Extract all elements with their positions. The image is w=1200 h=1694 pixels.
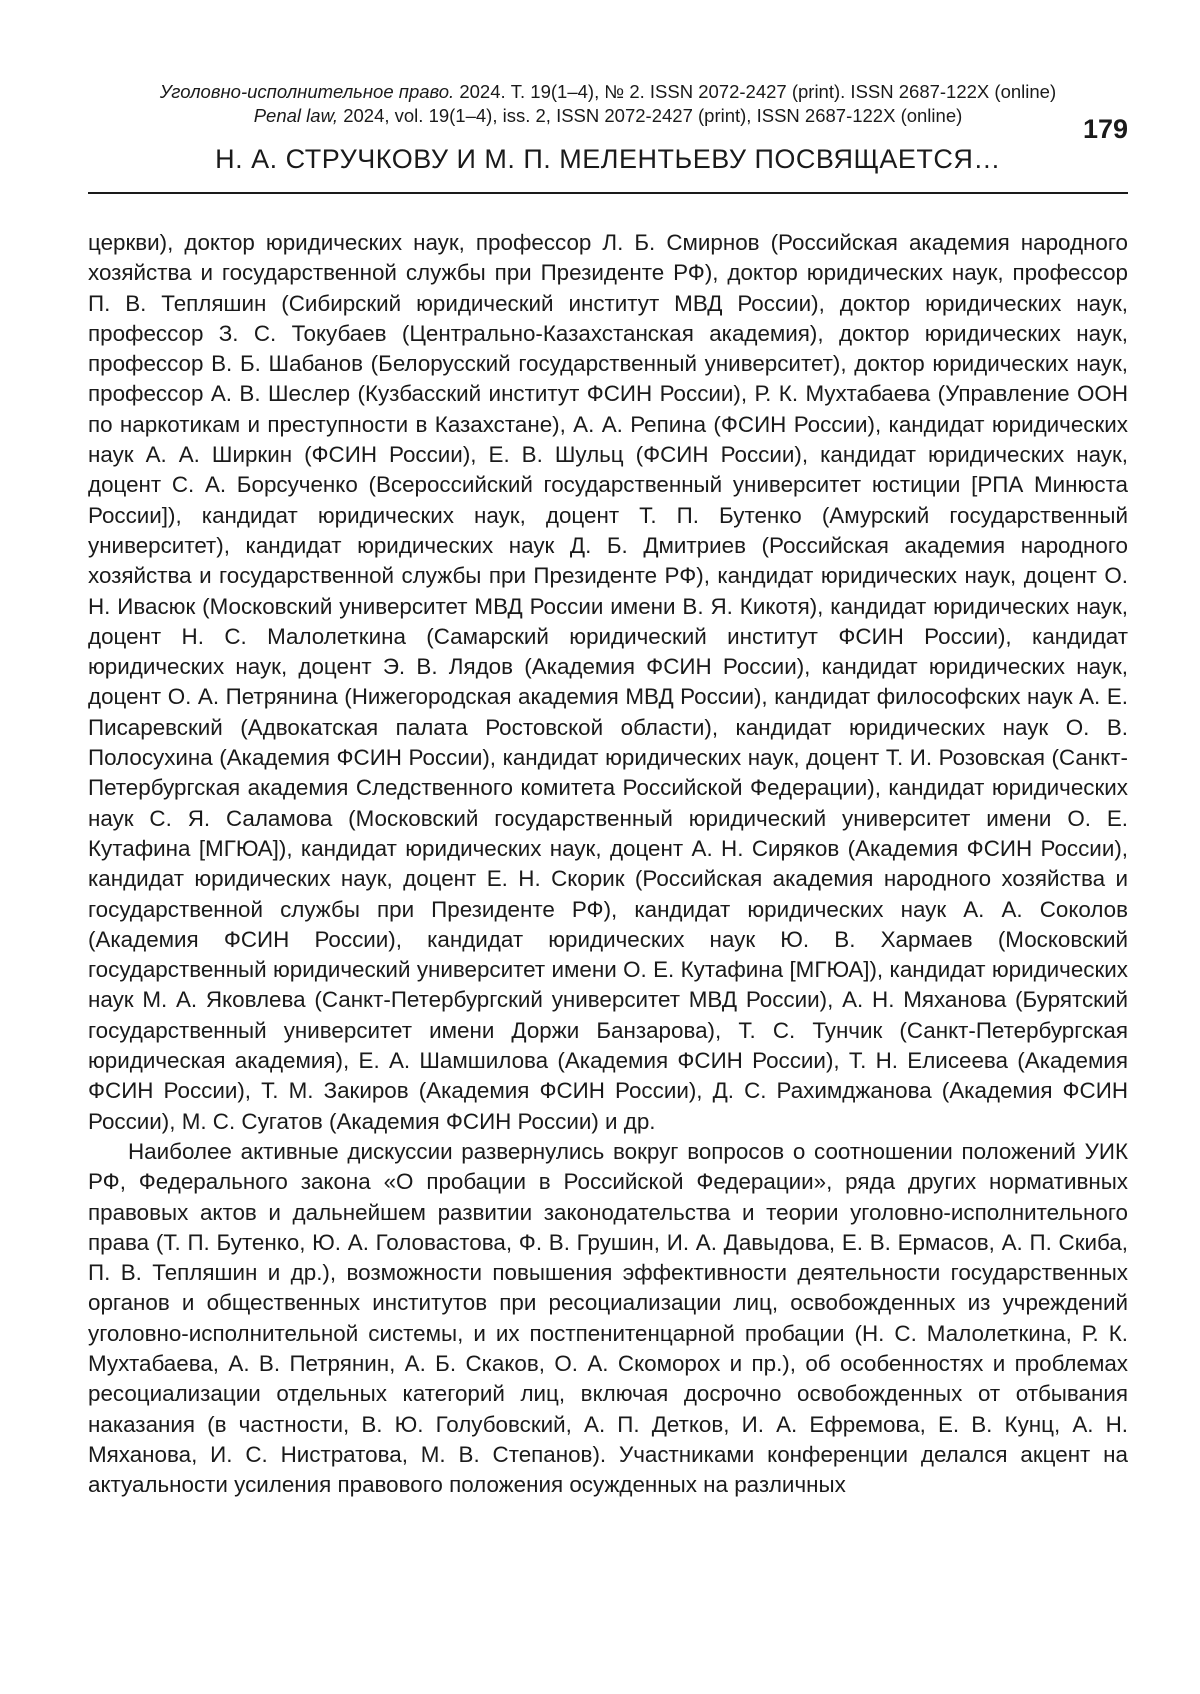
paragraph-participants: церкви), доктор юридических наук, профессор Л. Б. Смирнов (Российская академия народного хозяйства и государственной службы при Президенте РФ), доктор юридических наук, профессор П. В. Тепляшин (Сибирский юридический институт МВД России), доктор юридических наук, профессор З. С. Токубаев (Центрально-Казахстанская академия), доктор юридических наук, профессор В. Б. Шабанов (Белорусский государственный университет), доктор юридических наук, профессор А. В. Шеслер (Кузбасский институт ФСИН России), Р. К. Мухтабаева (Управление ООН по наркотикам и преступности в Казахстане), А. А. Репина (ФСИН России), кандидат юридических наук А. А. Ширкин (ФСИН России), Е. В. Шульц (ФСИН России), кандидат юридических наук, доцент С. А. Борсученко (Всероссийский государственный университет юстиции [РПА Минюста России]), кандидат юридических наук, доцент Т. П. Бутенко (Амурский государственный университет), кандидат юридических наук Д. Б. Дмитриев (Российская академия народного хозяйства и государственной службы при Президенте РФ), кандидат юридических наук, доцент О. Н. Ивасюк (Московский университет МВД России имени В. Я. Кикотя), кандидат юридических наук, доцент Н. С. Малолеткина (Самарский юридический институт ФСИН России), кандидат юридических наук, доцент Э. В. Лядов (Академия ФСИН России), кандидат юридических наук, доцент О. А. Петрянина (Нижегородская академия МВД России), кандидат философских наук А. Е. Писаревский (Адвокатская палата Ростовской области), кандидат юридических наук О. В. Полосухина (Академия ФСИН России), кандидат юридических наук, доцент Т. И. Розовская (Санкт-Петербургская академия Следственного комитета Российской Федерации), кандидат юридических наук С. Я. Саламова (Московский государственный юридический университет имени О. Е. Кутафина [МГЮА]), кандидат юридических наук, доцент А. Н. Сиряков (Академия ФСИН России), кандидат юридических наук, доцент Е. Н. Скорик (Российская академия народного хозяйства и государственной службы при Президенте РФ), кандидат юридических наук А. А. Соколов (Академия ФСИН России), кандидат юридических наук Ю. В. Хармаев (Московский государственный юридический университет имени О. Е. Кутафина [МГЮА]), кандидат юридических наук М. А. Яковлева (Санкт-Петербургский университет МВД России), А. Н. Мяханова (Бурятский государственный университет имени Доржи Банзарова), Т. С. Тунчик (Санкт-Петербургская юридическая академия), Е. А. Шамшилова (Академия ФСИН России), Т. Н. Елисеева (Академия ФСИН России), Т. М. Закиров (Академия ФСИН России), Д. С. Рахимджанова (Академия ФСИН России), М. С. Сугатов (Академия ФСИН России) и др. (88, 228, 1128, 1137)
journal-citation-ru (88, 80, 1128, 104)
journal-title-ru: Уголовно-исполнительное право. (160, 81, 454, 102)
article-body (88, 228, 1128, 1500)
paragraph-discussions: Наиболее активные дискуссии развернулись вокруг вопросов о соотношении положений УИК РФ, Федерального закона «О пробации в Российской Федерации», ряда других нормативных правовых актов и дальнейшем развитии законодательства и теории уголовно-исполнительного права (Т. П. Бутенко, Ю. А. Головастова, Ф. В. Грушин, И. А. Давыдова, Е. В. Ермасов, А. П. Скиба, П. В. Тепляшин и др.), возможности повышения эффективности деятельности государственных органов и общественных институтов при ресоциализации лиц, освобожденных из учреждений уголовно-исполнительной системы, и их постпенитенцарной пробации (Н. С. Малолеткина, Р. К. Мухтабаева, А. В. Петрянин, А. Б. Скаков, О. А. Скоморох и пр.), об особенностях и проблемах ресоциализации отдельных категорий лиц, включая досрочно освобожденных от отбывания наказания (в частности, В. Ю. Голубовский, А. П. Детков, И. А. Ефремова, Е. В. Кунц, А. Н. Мяханова, И. С. Нистратова, М. В. Степанов). Участниками конференции делался акцент на актуальности усиления правового положения осужденных на различных (88, 1137, 1128, 1501)
document-page (0, 0, 1200, 1694)
header-divider (88, 192, 1128, 194)
journal-details-en: 2024, vol. 19(1–4), iss. 2, ISSN 2072-2427 (print), ISSN 2687-122X (online) (338, 105, 962, 126)
page-number: 179 (1083, 114, 1128, 145)
running-header (88, 80, 1128, 128)
journal-details-ru: 2024. Т. 19(1–4), № 2. ISSN 2072-2427 (print). ISSN 2687-122X (online) (454, 81, 1056, 102)
journal-citation-en (88, 104, 1128, 128)
section-title: Н. А. СТРУЧКОВУ И М. П. МЕЛЕНТЬЕВУ ПОСВЯЩАЕТСЯ… (88, 144, 1128, 175)
journal-title-en: Penal law, (254, 105, 338, 126)
